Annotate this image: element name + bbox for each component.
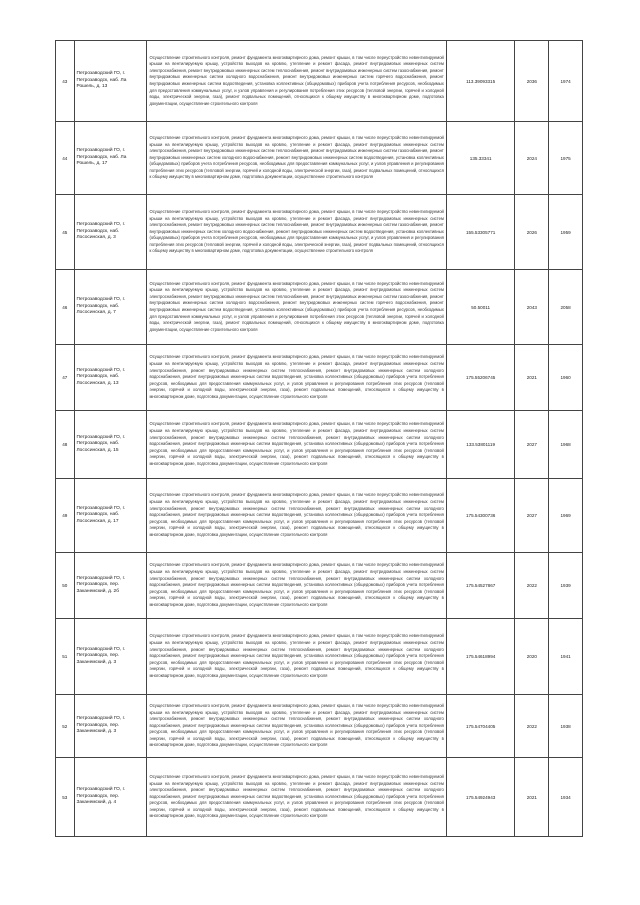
row-number: 45	[56, 195, 75, 270]
year-built-cell: 1959	[549, 195, 583, 270]
works-description: Осуществление строительного контроля, ремонт фундамента многоквартирного дома, ремонт крыши, в том числе переустройство невентилируемой крыши на вентилируемую крышу, устройство выходов на кровлю, утепление и ремонт фасада, ремонт внутридомовых инженерных систем электроснабжения, ремонт внутридомовых инженерных систем теплоснабжения, ремонт внутридомовых инженерных систем газоснабжения, ремонт внутридомовых инженерных систем холодного водоснабжения, ремонт внутридомовых инженерных систем горячего водоснабжения, ремонт внутридомовых инженерных систем водоотведения, установка коллективных (общедомовых) приборов учета потребления ресурсов, необходимых для предоставления коммунальных услуг, и узлов управления и регулирования потребления этих ресурсов (тепловой энергии, горячей и холодной воды, электрической энергии, газа), ремонт подвальных помещений, относящихся к общему имуществу в многоквартирном доме, подготовка документации, осуществление строительного контроля	[147, 270, 446, 345]
table-row	[56, 41, 583, 122]
address-cell: Петрозаводский ГО, г. Петрозаводск, пер. Заканемский, д. 2б	[74, 553, 147, 619]
address-cell: Петрозаводский ГО, г. Петрозаводск, пер. Заканемский, д. 3	[74, 619, 147, 695]
year-start-cell: 2021	[515, 345, 549, 411]
address-cell: Петрозаводский ГО, г. Петрозаводск, наб. Ла Рошель, д. 17	[74, 122, 147, 195]
works-table	[55, 40, 583, 837]
cost-cell: 133.53801119	[446, 411, 515, 479]
year-built-cell: 1938	[549, 695, 583, 758]
address-cell: Петрозаводский ГО, г. Петрозаводск, пер. Заканемский, д. 3	[74, 695, 147, 758]
row-number: 48	[56, 411, 75, 479]
year-start-cell: 2020	[515, 619, 549, 695]
table-row	[56, 758, 583, 837]
year-built-cell: 1939	[549, 553, 583, 619]
works-description: Осуществление строительного контроля, ремонт фундамента многоквартирного дома, ремонт крыши, в том числе переустройство невентилируемой крыши на вентилируемую крышу, устройство выходов на кровлю, утепление и ремонт фасада, ремонт внутридомовых инженерных систем электроснабжения, ремонт внутридомовых инженерных систем теплоснабжения, ремонт внутридомовых инженерных систем холодного водоснабжения, ремонт внутридомовых инженерных систем водоотведения, установка коллективных (общедомовых) приборов учета потребления ресурсов, необходимых для предоставления коммунальных услуг, и узлов управления и регулирования потребления этих ресурсов (тепловой энергии, горячей и холодной воды, электрической энергии, газа), ремонт подвальных помещений, относящихся к общему имуществу в многоквартирном доме, подготовка документации, осуществление строительного контроля	[147, 619, 446, 695]
table-row	[56, 122, 583, 195]
cost-cell: 113.39093315	[446, 41, 515, 122]
row-number: 44	[56, 122, 75, 195]
year-start-cell: 2027	[515, 479, 549, 553]
table-row	[56, 270, 583, 345]
year-built-cell: 1968	[549, 411, 583, 479]
year-built-cell: 2058	[549, 270, 583, 345]
row-number: 52	[56, 695, 75, 758]
works-description: Осуществление строительного контроля, ремонт фундамента многоквартирного дома, ремонт крыши, в том числе переустройство невентилируемой крыши на вентилируемую крышу, устройство выходов на кровлю, утепление и ремонт фасада, ремонт внутридомовых инженерных систем электроснабжения, ремонт внутридомовых инженерных систем теплоснабжения, ремонт внутридомовых инженерных систем холодного водоснабжения, ремонт внутридомовых инженерных систем водоотведения, установка коллективных (общедомовых) приборов учета потребления ресурсов, необходимых для предоставления коммунальных услуг, и узлов управления и регулирования потребления этих ресурсов (тепловой энергии, горячей и холодной воды, электрической энергии, газа), ремонт подвальных помещений, относящихся к общему имуществу в многоквартирном доме, подготовка документации, осуществление строительного контроля	[147, 479, 446, 553]
table-row	[56, 479, 583, 553]
address-cell: Петрозаводский ГО, г. Петрозаводск, наб. Лососинская, д. 3	[74, 195, 147, 270]
table-row	[56, 619, 583, 695]
table-row	[56, 553, 583, 619]
cost-cell: 175.54924943	[446, 758, 515, 837]
address-cell: Петрозаводский ГО, г. Петрозаводск, наб. Ла Рошель, д. 13	[74, 41, 147, 122]
row-number: 47	[56, 345, 75, 411]
cost-cell: 175.54704405	[446, 695, 515, 758]
year-start-cell: 2027	[515, 411, 549, 479]
table-row	[56, 411, 583, 479]
works-description: Осуществление строительного контроля, ремонт фундамента многоквартирного дома, ремонт крыши, в том числе переустройство невентилируемой крыши на вентилируемую крышу, устройство выходов на кровлю, утепление и ремонт фасада, ремонт внутридомовых инженерных систем электроснабжения, ремонт внутридомовых инженерных систем теплоснабжения, ремонт внутридомовых инженерных систем холодного водоснабжения, ремонт внутридомовых инженерных систем водоотведения, установка коллективных (общедомовых) приборов учета потребления ресурсов, необходимых для предоставления коммунальных услуг, и узлов управления и регулирования потребления этих ресурсов (тепловой энергии, горячей и холодной воды, электрической энергии, газа), ремонт подвальных помещений, относящихся к общему имуществу в многоквартирном доме, подготовка документации, осуществление строительного контроля	[147, 553, 446, 619]
table-row	[56, 695, 583, 758]
address-cell: Петрозаводский ГО, г. Петрозаводск, пер. Заканемский, д. 4	[74, 758, 147, 837]
cost-cell: 175.54618994	[446, 619, 515, 695]
year-built-cell: 1975	[549, 122, 583, 195]
works-description: Осуществление строительного контроля, ремонт фундамента многоквартирного дома, ремонт крыши, в том числе переустройство невентилируемой крыши на вентилируемую крышу, устройство выходов на кровлю, утепление и ремонт фасада, ремонт внутридомовых инженерных систем электроснабжения, ремонт внутридомовых инженерных систем теплоснабжения, ремонт внутридомовых инженерных систем газоснабжения, ремонт внутридомовых инженерных систем холодного водоснабжения, ремонт внутридомовых инженерных систем водоотведения, установка коллективных (общедомовых) приборов учета потребления ресурсов, необходимых для предоставления коммунальных услуг, и узлов управления и регулирования потребления этих ресурсов (тепловой энергии, горячей и холодной воды, электрической энергии, газа), ремонт подвальных помещений, относящихся к общему имуществу в многоквартирном доме, подготовка документации, осуществление строительного контроля	[147, 195, 446, 270]
row-number: 49	[56, 479, 75, 553]
row-number: 51	[56, 619, 75, 695]
address-cell: Петрозаводский ГО, г. Петрозаводск, наб. Лососинская, д. 7	[74, 270, 147, 345]
year-start-cell: 2022	[515, 695, 549, 758]
year-start-cell: 2021	[515, 758, 549, 837]
year-built-cell: 1960	[549, 345, 583, 411]
cost-cell: 50.50011	[446, 270, 515, 345]
works-description: Осуществление строительного контроля, ремонт фундамента многоквартирного дома, ремонт крыши, в том числе переустройство невентилируемой крыши на вентилируемую крышу, устройство выходов на кровлю, утепление и ремонт фасада, ремонт внутридомовых инженерных систем электроснабжения, ремонт внутридомовых инженерных систем теплоснабжения, ремонт внутридомовых инженерных систем газоснабжения, ремонт внутридомовых инженерных систем холодного водоснабжения, ремонт внутридомовых инженерных систем водоотведения, установка коллективных (общедомовых) приборов учета потребления ресурсов, необходимых для предоставления коммунальных услуг, и узлов управления и регулирования потребления этих ресурсов (тепловой энергии, горячей и холодной воды, электрической энергии, газа), ремонт подвальных помещений, относящихся к общему имуществу в многоквартирном доме, подготовка документации, осуществление строительного контроля	[147, 122, 446, 195]
year-start-cell: 2024	[515, 122, 549, 195]
works-description: Осуществление строительного контроля, ремонт фундамента многоквартирного дома, ремонт крыши, в том числе переустройство невентилируемой крыши на вентилируемую крышу, устройство выходов на кровлю, утепление и ремонт фасада, ремонт внутридомовых инженерных систем электроснабжения, ремонт внутридомовых инженерных систем теплоснабжения, ремонт внутридомовых инженерных систем холодного водоснабжения, ремонт внутридомовых инженерных систем водоотведения, установка коллективных (общедомовых) приборов учета потребления ресурсов, необходимых для предоставления коммунальных услуг, и узлов управления и регулирования потребления этих ресурсов (тепловой энергии, горячей и холодной воды, электрической энергии, газа), ремонт подвальных помещений, относящихся к общему имуществу в многоквартирном доме, подготовка документации, осуществление строительного контроля	[147, 345, 446, 411]
works-description: Осуществление строительного контроля, ремонт фундамента многоквартирного дома, ремонт крыши, в том числе переустройство невентилируемой крыши на вентилируемую крышу, устройство выходов на кровлю, утепление и ремонт фасада, ремонт внутридомовых инженерных систем электроснабжения, ремонт внутридомовых инженерных систем теплоснабжения, ремонт внутридомовых инженерных систем газоснабжения, ремонт внутридомовых инженерных систем холодного водоснабжения, ремонт внутридомовых инженерных систем горячего водоснабжения, ремонт внутридомовых инженерных систем водоотведения, установка коллективных (общедомовых) приборов учета потребления ресурсов, необходимых для предоставления коммунальных услуг, и узлов управления и регулирования потребления этих ресурсов (тепловой энергии, горячей и холодной воды, электрической энергии, газа), ремонт подвальных помещений, относящихся к общему имуществу в многоквартирном доме, подготовка документации, осуществление строительного контроля	[147, 41, 446, 122]
address-cell: Петрозаводский ГО, г. Петрозаводск, наб. Лососинская, д. 15	[74, 411, 147, 479]
year-start-cell: 2043	[515, 270, 549, 345]
cost-cell: 155.53305771	[446, 195, 515, 270]
year-start-cell: 2022	[515, 553, 549, 619]
address-cell: Петрозаводский ГО, г. Петрозаводск, наб. Лососинская, д. 13	[74, 345, 147, 411]
year-built-cell: 1941	[549, 619, 583, 695]
works-description: Осуществление строительного контроля, ремонт фундамента многоквартирного дома, ремонт крыши, в том числе переустройство невентилируемой крыши на вентилируемую крышу, устройство выходов на кровлю, утепление и ремонт фасада, ремонт внутридомовых инженерных систем электроснабжения, ремонт внутридомовых инженерных систем теплоснабжения, ремонт внутридомовых инженерных систем холодного водоснабжения, ремонт внутридомовых инженерных систем водоотведения, установка коллективных (общедомовых) приборов учета потребления ресурсов, необходимых для предоставления коммунальных услуг, и узлов управления и регулирования потребления этих ресурсов (тепловой энергии, горячей и холодной воды, электрической энергии, газа), ремонт подвальных помещений, относящихся к общему имуществу в многоквартирном доме, подготовка документации, осуществление строительного контроля	[147, 411, 446, 479]
year-start-cell: 2026	[515, 195, 549, 270]
cost-cell: 175.54300736	[446, 479, 515, 553]
year-built-cell: 1974	[549, 41, 583, 122]
works-description: Осуществление строительного контроля, ремонт фундамента многоквартирного дома, ремонт крыши, в том числе переустройство невентилируемой крыши на вентилируемую крышу, устройство выходов на кровлю, утепление и ремонт фасада, ремонт внутридомовых инженерных систем электроснабжения, ремонт внутридомовых инженерных систем теплоснабжения, ремонт внутридомовых инженерных систем холодного водоснабжения, ремонт внутридомовых инженерных систем водоотведения, установка коллективных (общедомовых) приборов учета потребления ресурсов, необходимых для предоставления коммунальных услуг, и узлов управления и регулирования потребления этих ресурсов (тепловой энергии, горячей и холодной воды, электрической энергии, газа), ремонт подвальных помещений, относящихся к общему имуществу в многоквартирном доме, подготовка документации, осуществление строительного контроля	[147, 758, 446, 837]
document-sheet	[55, 40, 583, 837]
year-built-cell: 1934	[549, 758, 583, 837]
cost-cell: 135.33341	[446, 122, 515, 195]
table-row	[56, 195, 583, 270]
cost-cell: 175.55206745	[446, 345, 515, 411]
year-built-cell: 1969	[549, 479, 583, 553]
works-description: Осуществление строительного контроля, ремонт фундамента многоквартирного дома, ремонт крыши, в том числе переустройство невентилируемой крыши на вентилируемую крышу, устройство выходов на кровлю, утепление и ремонт фасада, ремонт внутридомовых инженерных систем электроснабжения, ремонт внутридомовых инженерных систем теплоснабжения, ремонт внутридомовых инженерных систем холодного водоснабжения, ремонт внутридомовых инженерных систем водоотведения, установка коллективных (общедомовых) приборов учета потребления ресурсов, необходимых для предоставления коммунальных услуг, и узлов управления и регулирования потребления этих ресурсов (тепловой энергии, горячей и холодной воды, электрической энергии, газа), ремонт подвальных помещений, относящихся к общему имуществу в многоквартирном доме, подготовка документации, осуществление строительного контроля	[147, 695, 446, 758]
row-number: 53	[56, 758, 75, 837]
row-number: 43	[56, 41, 75, 122]
table-row	[56, 345, 583, 411]
year-start-cell: 2036	[515, 41, 549, 122]
row-number: 50	[56, 553, 75, 619]
row-number: 46	[56, 270, 75, 345]
address-cell: Петрозаводский ГО, г. Петрозаводск, наб. Лососинская, д. 17	[74, 479, 147, 553]
cost-cell: 175.54527867	[446, 553, 515, 619]
